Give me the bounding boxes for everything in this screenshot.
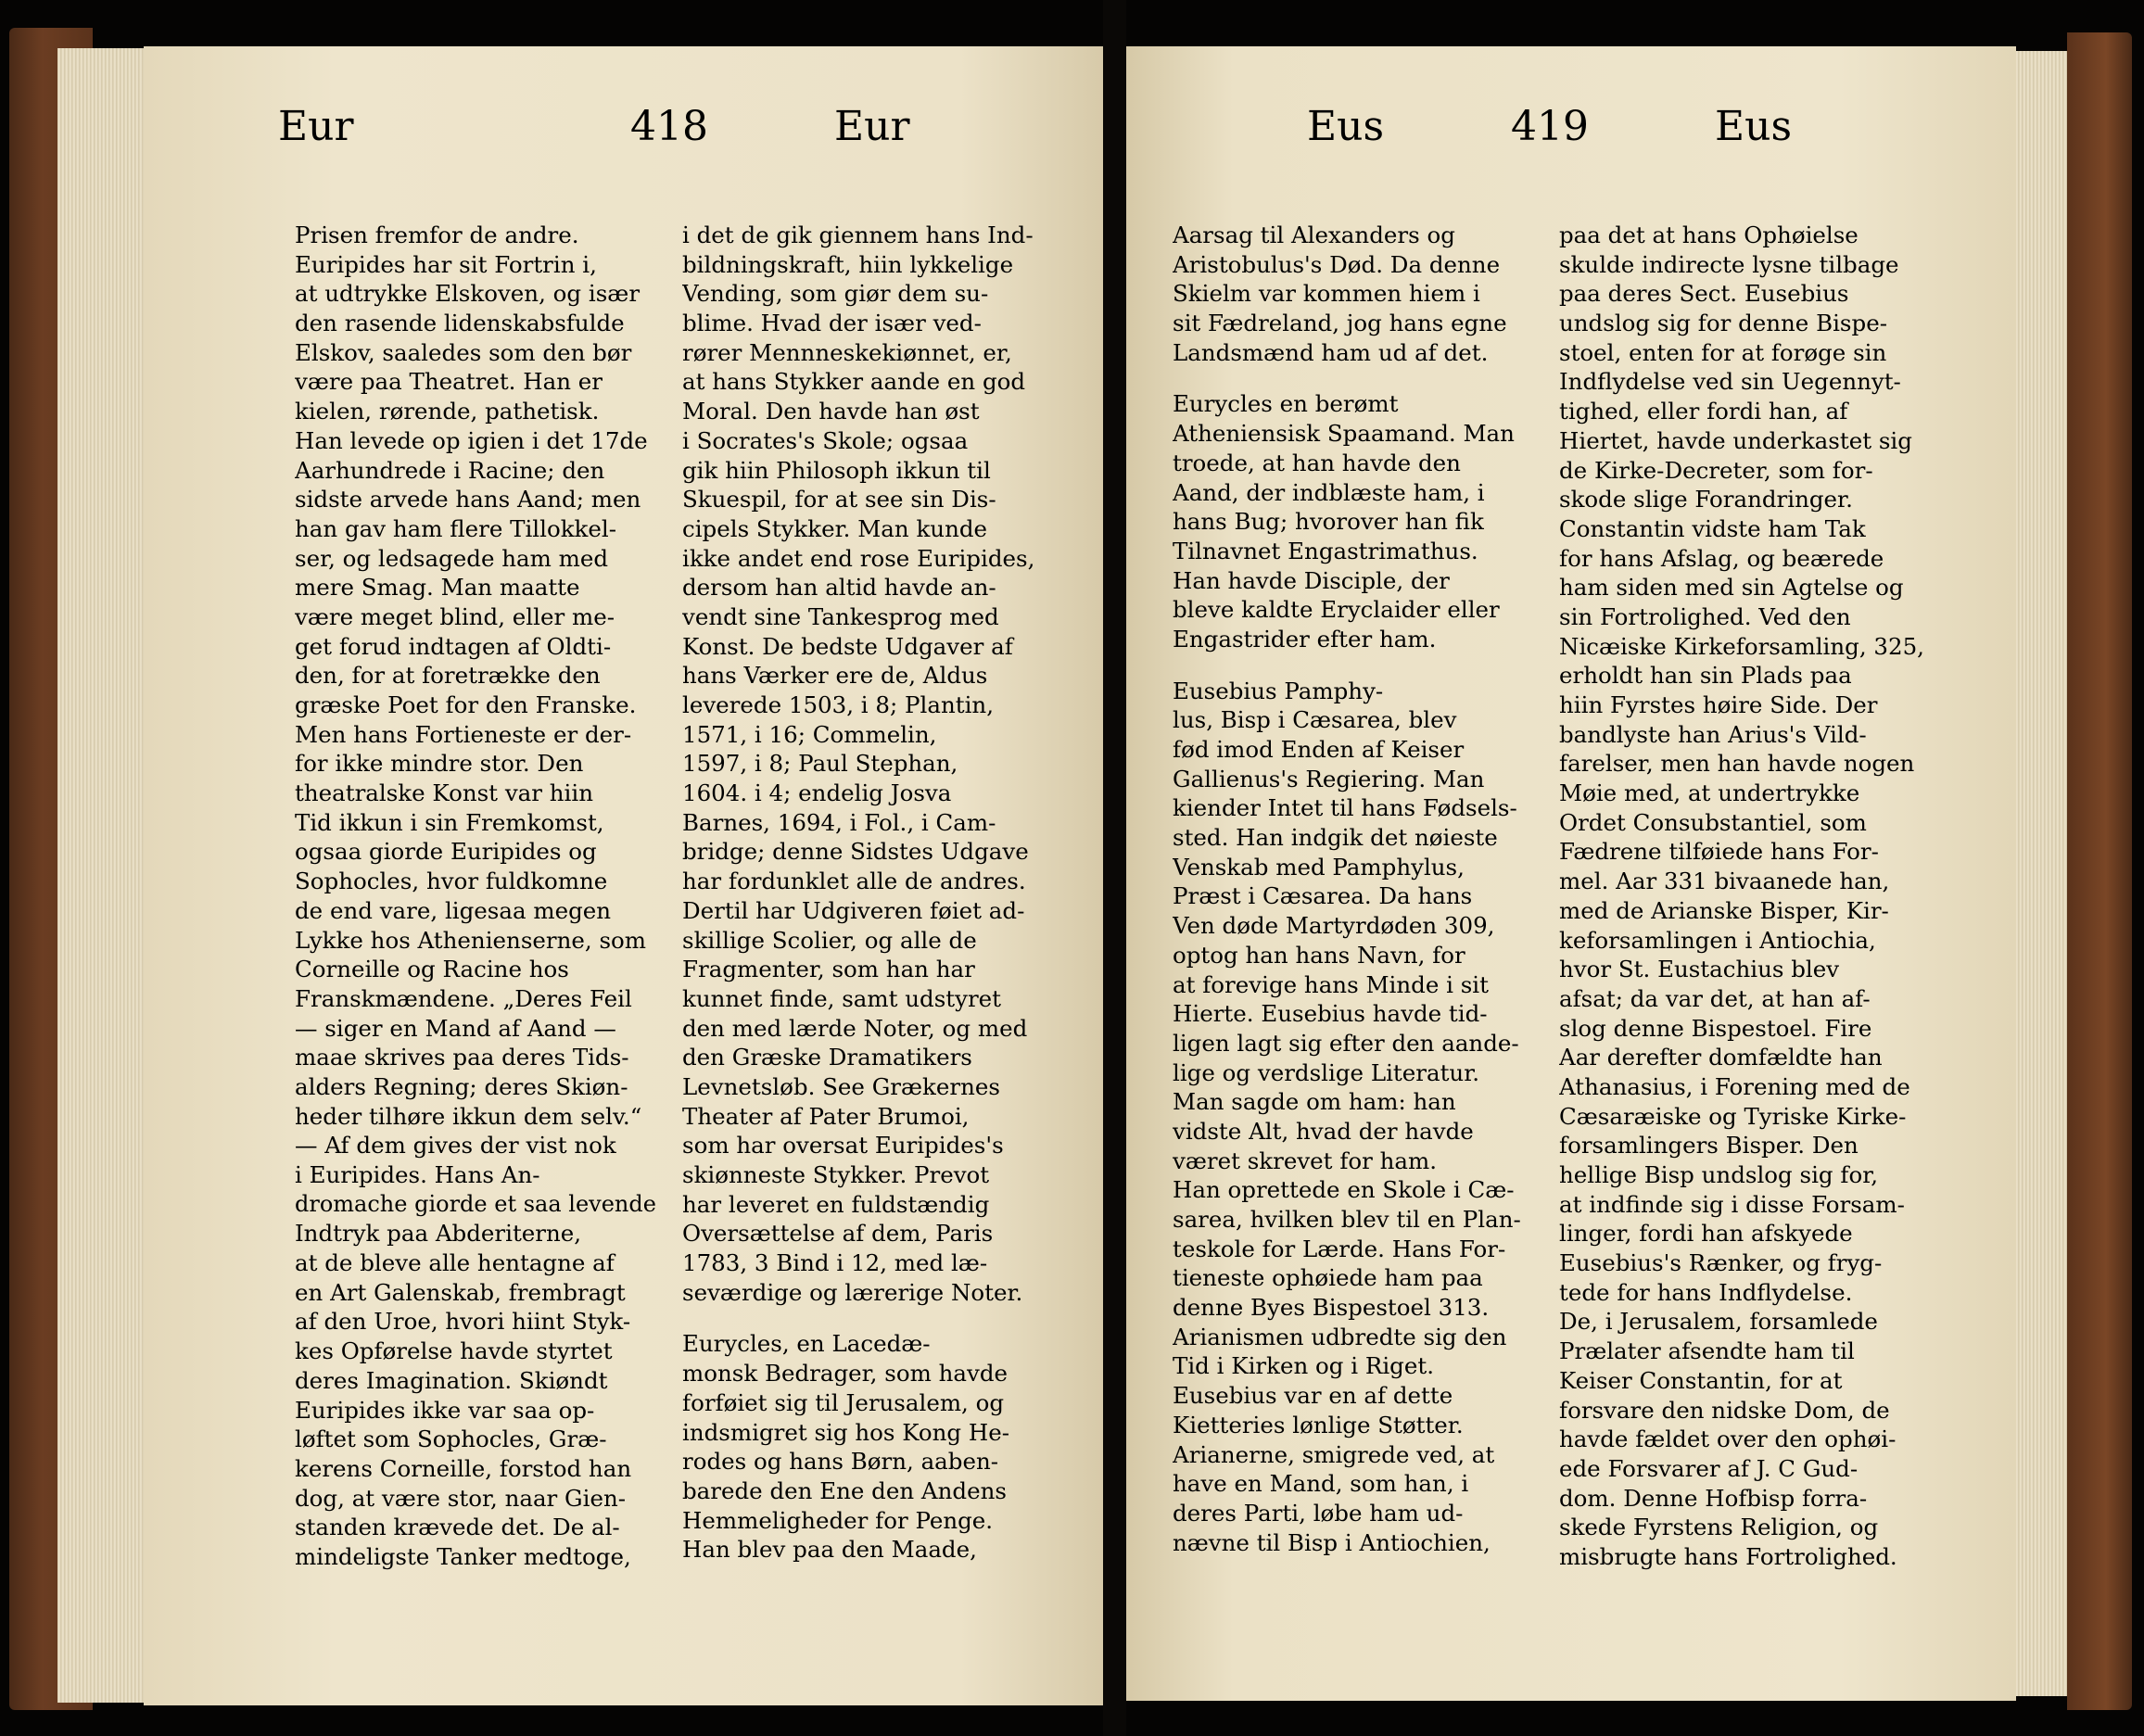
text-column — [1173, 221, 1539, 1557]
text-line: Konst. De bedste Udgaver af — [682, 632, 1013, 660]
text-line: Keiser Constantin, for at — [1559, 1366, 1843, 1394]
text-line: lus, Bisp i Cæsarea, blev — [1173, 706, 1457, 734]
text-line: sin Fortrolighed. Ved den — [1559, 602, 1851, 630]
text-line: Han levede op igien i det 17de — [295, 426, 648, 454]
text-line: deres Parti, løbe ham ud- — [1173, 1499, 1464, 1527]
text-line: for hans Afslag, og beærede — [1559, 544, 1884, 572]
text-line: standen krævede det. De al- — [295, 1514, 620, 1541]
text-line: Eurycles, en Lacedæ- — [682, 1330, 931, 1358]
text-line: 1604. i 4; endelig Josva — [682, 779, 952, 807]
text-line: 1571, i 16; Commelin, — [682, 720, 937, 748]
text-line: optog han hans Navn, for — [1173, 941, 1465, 969]
text-line: sit Fædreland, jog hans egne — [1173, 310, 1507, 337]
text-line: bandlyste han Arius's Vild- — [1559, 720, 1867, 748]
paragraph-gap — [682, 1307, 1048, 1329]
text-line: dom. Denne Hofbisp forra- — [1559, 1484, 1868, 1512]
text-line: monsk Bedrager, som havde — [682, 1360, 1009, 1388]
running-head: Eus — [1307, 103, 1385, 150]
text-line: misbrugte hans Fortrolighed. — [1559, 1542, 1897, 1570]
text-line: cipels Stykker. Man kunde — [682, 514, 988, 542]
text-line: Han oprettede en Skole i Cæ- — [1173, 1176, 1515, 1204]
text-line: deres Imagination. Skiøndt — [295, 1366, 608, 1394]
text-line: heder tilhøre ikkun dem selv.“ — [295, 1102, 642, 1130]
running-head: Eus — [1715, 103, 1793, 150]
text-line: afsat; da var det, at han af- — [1559, 984, 1871, 1012]
text-line: at indfinde sig i disse Forsam- — [1559, 1190, 1905, 1218]
text-line: 1783, 3 Bind i 12, med læ- — [682, 1249, 988, 1277]
text-line: forsamlingers Bisper. Den — [1559, 1132, 1859, 1159]
text-line: stoel, enten for at forøge sin — [1559, 338, 1887, 366]
text-line: gik hiin Philosoph ikkun til — [682, 456, 991, 484]
text-line: havde fældet over den ophøi- — [1559, 1426, 1897, 1453]
text-line: Han blev paa den Maade, — [682, 1536, 977, 1564]
text-line: græske Poet for den Franske. — [295, 691, 637, 718]
paragraph-gap — [1173, 367, 1539, 389]
text-column — [682, 221, 1048, 1565]
text-line: den med lærde Noter, og med — [682, 1014, 1028, 1042]
text-line: get forud indtagen af Oldti- — [295, 632, 612, 660]
text-line: Aarhundrede i Racine; den — [295, 456, 605, 484]
text-line: Tid i Kirken og i Riget. — [1173, 1352, 1434, 1380]
text-line: Sophocles, hvor fuldkomne — [295, 868, 608, 895]
text-line: bleve kaldte Eryclaider eller — [1173, 596, 1500, 624]
text-line: Arianerne, smigrede ved, at — [1173, 1440, 1495, 1468]
text-line: — Af dem gives der vist nok — [295, 1132, 616, 1159]
text-line: Aand, der indblæste ham, i — [1173, 478, 1485, 506]
text-line: skede Fyrstens Religion, og — [1559, 1514, 1879, 1541]
text-line: hans Værker ere de, Aldus — [682, 662, 988, 690]
text-line: skode slige Forandringer. — [1559, 486, 1853, 513]
text-line: mindeligste Tanker medtoge, — [295, 1542, 631, 1570]
text-line: have en Mand, som han, i — [1173, 1470, 1469, 1498]
text-line: Tid ikkun i sin Fremkomst, — [295, 808, 604, 836]
text-line: kes Opførelse havde styrtet — [295, 1337, 613, 1365]
text-line: denne Byes Bispestoel 313. — [1173, 1294, 1490, 1322]
text-line: — siger en Mand af Aand — — [295, 1014, 616, 1042]
text-line: hvor St. Eustachius blev — [1559, 956, 1840, 983]
text-line: Præst i Cæsarea. Da hans — [1173, 882, 1473, 910]
text-line: leverede 1503, i 8; Plantin, — [682, 691, 994, 718]
text-line: i Euripides. Hans An- — [295, 1161, 540, 1188]
text-line: Man sagde om ham: han — [1173, 1088, 1456, 1116]
text-line: Aarsag til Alexanders og — [1173, 222, 1455, 248]
text-line: indsmigret sig hos Kong He- — [682, 1418, 1010, 1446]
text-line: Fragmenter, som han har — [682, 956, 975, 983]
text-line: theatralske Konst var hiin — [295, 779, 593, 807]
text-line: sarea, hvilken blev til en Plan- — [1173, 1206, 1521, 1233]
paragraph-gap — [1173, 654, 1539, 677]
text-line: at hans Stykker aande en god — [682, 368, 1026, 396]
text-line: Venskab med Pamphylus, — [1173, 853, 1465, 881]
text-line: troede, at han havde den — [1173, 449, 1461, 476]
text-line: Eurycles en berømt — [1173, 390, 1399, 418]
text-line: ham siden med sin Agtelse og — [1559, 574, 1904, 602]
text-line: Aristobulus's Død. Da denne — [1173, 250, 1501, 278]
text-line: ser, og ledsagede ham med — [295, 544, 609, 572]
text-line: ede Forsvarer af J. C Gud- — [1559, 1454, 1859, 1482]
text-line: som har oversat Euripides's — [682, 1132, 1004, 1159]
text-line: dog, at være stor, naar Gien- — [295, 1484, 627, 1512]
text-line: skiønneste Stykker. Prevot — [682, 1161, 990, 1188]
text-line: mel. Aar 331 bivaanede han, — [1559, 868, 1890, 895]
text-line: Eusebius var en af dette — [1173, 1382, 1453, 1410]
text-line: Corneille og Racine hos — [295, 956, 569, 983]
text-line: Levnetsløb. See Grækernes — [682, 1072, 1000, 1100]
text-line: paa det at hans Ophøielse — [1559, 222, 1859, 248]
text-line: den Græske Dramatikers — [682, 1044, 972, 1071]
text-line: Gallienus's Regiering. Man — [1173, 765, 1485, 792]
text-line: Nicæiske Kirkeforsamling, 325, — [1559, 632, 1924, 660]
text-line: lige og verdslige Literatur. — [1173, 1058, 1480, 1086]
text-line: nævne til Bisp i Antiochien, — [1173, 1528, 1491, 1556]
text-line: Indtryk paa Abderiterne, — [295, 1220, 582, 1248]
running-head: Eur — [834, 103, 910, 150]
text-line: Cæsaræiske og Tyriske Kirke- — [1559, 1102, 1907, 1130]
text-line: Skuespil, for at see sin Dis- — [682, 486, 996, 513]
text-line: 1597, i 8; Paul Stephan, — [682, 750, 958, 778]
text-line: Prælater afsendte ham til — [1559, 1337, 1855, 1365]
text-line: Han havde Disciple, der — [1173, 566, 1450, 594]
text-line: den, for at foretrække den — [295, 662, 601, 690]
text-line: bridge; denne Sidstes Udgave — [682, 838, 1029, 866]
text-line: Franskmændene. „Deres Feil — [295, 984, 632, 1012]
text-line: hiin Fyrstes høire Side. Der — [1559, 691, 1878, 718]
text-line: seværdige og lærerige Noter. — [682, 1278, 1023, 1306]
text-line: løftet som Sophocles, Græ- — [295, 1426, 607, 1453]
running-head: Eur — [278, 103, 354, 150]
text-line: Skielm var kommen hiem i — [1173, 280, 1480, 308]
book-cover-right — [2067, 32, 2132, 1710]
text-line: de end vare, ligesaa megen — [295, 896, 612, 924]
text-line: tieneste ophøiede ham paa — [1173, 1264, 1483, 1292]
page-number: 418 — [630, 103, 708, 150]
text-line: har leveret en fuldstændig — [682, 1190, 990, 1218]
text-line: paa deres Sect. Eusebius — [1559, 280, 1849, 308]
text-line: slog denne Bispestoel. Fire — [1559, 1014, 1872, 1042]
text-line: tede for hans Indflydelse. — [1559, 1278, 1853, 1306]
text-line: at forevige hans Minde i sit — [1173, 970, 1489, 998]
text-line: teskole for Lærde. Hans For- — [1173, 1235, 1506, 1262]
text-line: alders Regning; deres Skiøn- — [295, 1072, 628, 1100]
text-line: rører Mennneskekiønnet, er, — [682, 338, 1012, 366]
text-line: Kietteries lønlige Støtter. — [1173, 1411, 1464, 1438]
text-line: for ikke mindre stor. Den — [295, 750, 584, 778]
text-line: de Kirke-Decreter, som for- — [1559, 456, 1873, 484]
text-line: Oversættelse af dem, Paris — [682, 1220, 994, 1248]
text-line: Hemmeligheder for Penge. — [682, 1506, 994, 1534]
text-line: ligen lagt sig efter den aande- — [1173, 1029, 1519, 1057]
page-number: 419 — [1511, 103, 1589, 150]
text-line: erholdt han sin Plads paa — [1559, 662, 1852, 690]
text-line: har fordunklet alle de andres. — [682, 868, 1026, 895]
text-line: mere Smag. Man maatte — [295, 574, 580, 602]
text-line: at udtrykke Elskoven, og især — [295, 280, 641, 308]
text-line: blime. Hvad der især ved- — [682, 310, 982, 337]
text-line: fød imod Enden af Keiser — [1173, 736, 1465, 763]
text-line: dromache giorde et saa levende — [295, 1190, 656, 1217]
text-line: Men hans Fortieneste er der- — [295, 720, 632, 748]
text-line: han gav ham flere Tillokkel- — [295, 514, 617, 542]
text-line: Euripides ikke var saa op- — [295, 1396, 595, 1424]
text-line: Lykke hos Athenienserne, som — [295, 926, 647, 954]
text-line: Athanasius, i Forening med de — [1559, 1072, 1910, 1100]
text-line: rodes og hans Børn, aaben- — [682, 1448, 999, 1476]
text-line: af den Uroe, hvori hiint Styk- — [295, 1308, 631, 1336]
text-line: hellige Bisp undslog sig for, — [1559, 1161, 1879, 1188]
text-line: dersom han altid havde an- — [682, 574, 996, 602]
text-line: sted. Han indgik det nøieste — [1173, 824, 1498, 852]
text-line: sidste arvede hans Aand; men — [295, 486, 641, 513]
text-line: Møie med, at undertrykke — [1559, 779, 1860, 807]
text-line: vidste Alt, hvad der havde — [1173, 1117, 1474, 1145]
text-line: Ordet Consubstantiel, som — [1559, 808, 1867, 836]
text-line: farelser, men han havde nogen — [1559, 750, 1915, 778]
text-line: hans Bug; hvorover han fik — [1173, 508, 1484, 536]
text-line: Prisen fremfor de andre. — [295, 222, 579, 248]
text-line: Aar derefter domfældte han — [1559, 1044, 1883, 1071]
text-line: forføiet sig til Jerusalem, og — [682, 1388, 1005, 1416]
text-line: Atheniensisk Spaamand. Man — [1173, 420, 1515, 448]
page-edges-left — [57, 48, 150, 1703]
text-column — [295, 221, 661, 1572]
text-line: Barnes, 1694, i Fol., i Cam- — [682, 808, 996, 836]
text-line: linger, fordi han afskyede — [1559, 1220, 1853, 1248]
text-line: De, i Jerusalem, forsamlede — [1559, 1308, 1878, 1336]
text-line: Elskov, saaledes som den bør — [295, 338, 632, 366]
text-line: i Socrates's Skole; ogsaa — [682, 426, 969, 454]
text-line: kiender Intet til hans Fødsels- — [1173, 794, 1517, 822]
text-line: forsvare den nidske Dom, de — [1559, 1396, 1890, 1424]
text-line: den rasende lidenskabsfulde — [295, 310, 625, 337]
text-line: Vending, som giør dem su- — [682, 280, 989, 308]
text-line: Hiertet, havde underkastet sig — [1559, 426, 1912, 454]
text-line: Dertil har Udgiveren føiet ad- — [682, 896, 1025, 924]
text-column — [1559, 221, 1925, 1572]
text-line: være meget blind, eller me- — [295, 602, 615, 630]
text-line: en Art Galenskab, frembragt — [295, 1278, 626, 1306]
text-line: maae skrives paa deres Tids- — [295, 1044, 629, 1071]
page-edges-right — [2011, 51, 2067, 1696]
text-line: Euripides har sit Fortrin i, — [295, 250, 597, 278]
text-line: kielen, rørende, pathetisk. — [295, 398, 600, 425]
text-line: kunnet finde, samt udstyret — [682, 984, 1002, 1012]
text-line: tighed, eller fordi han, af — [1559, 398, 1848, 425]
text-line: vendt sine Tankesprog med — [682, 602, 999, 630]
text-line: Constantin vidste ham Tak — [1559, 514, 1866, 542]
text-line: Eusebius's Rænker, og fryg- — [1559, 1249, 1883, 1277]
text-line: Landsmænd ham ud af det. — [1173, 338, 1489, 366]
text-line: ikke andet end rose Euripides, — [682, 544, 1035, 572]
book-gutter — [1103, 0, 1126, 1736]
text-line: barede den Ene den Andens — [682, 1476, 1007, 1504]
text-line: Fædrene tilføiede hans For- — [1559, 838, 1879, 866]
text-line: skulde indirecte lysne tilbage — [1559, 250, 1899, 278]
text-line: med de Arianske Bisper, Kir- — [1559, 896, 1889, 924]
text-line: keforsamlingen i Antiochia, — [1559, 926, 1876, 954]
text-line: Ven døde Martyrdøden 309, — [1173, 912, 1495, 940]
text-line: Theater af Pater Brumoi, — [682, 1102, 970, 1130]
text-line: undslog sig for denne Bispe- — [1559, 310, 1887, 337]
text-line: være paa Theatret. Han er — [295, 368, 603, 396]
text-line: ogsaa giorde Euripides og — [295, 838, 597, 866]
text-line: Hierte. Eusebius havde tid- — [1173, 1000, 1488, 1028]
text-line: Arianismen udbredte sig den — [1173, 1323, 1507, 1350]
text-line: været skrevet for ham. — [1173, 1147, 1438, 1174]
text-line: kerens Corneille, forstod han — [295, 1454, 632, 1482]
text-line: Moral. Den havde han øst — [682, 398, 980, 425]
text-line: i det de gik giennem hans Ind- — [682, 222, 1034, 248]
text-line: at de bleve alle hentagne af — [295, 1249, 615, 1277]
text-line: Eusebius Pamphy- — [1173, 677, 1384, 704]
text-line: Indflydelse ved sin Uegennyt- — [1559, 368, 1901, 396]
text-line: Tilnavnet Engastrimathus. — [1173, 537, 1478, 564]
text-line: Engastrider efter ham. — [1173, 625, 1437, 653]
text-line: bildningskraft, hiin lykkelige — [682, 250, 1014, 278]
text-line: skillige Scolier, og alle de — [682, 926, 977, 954]
